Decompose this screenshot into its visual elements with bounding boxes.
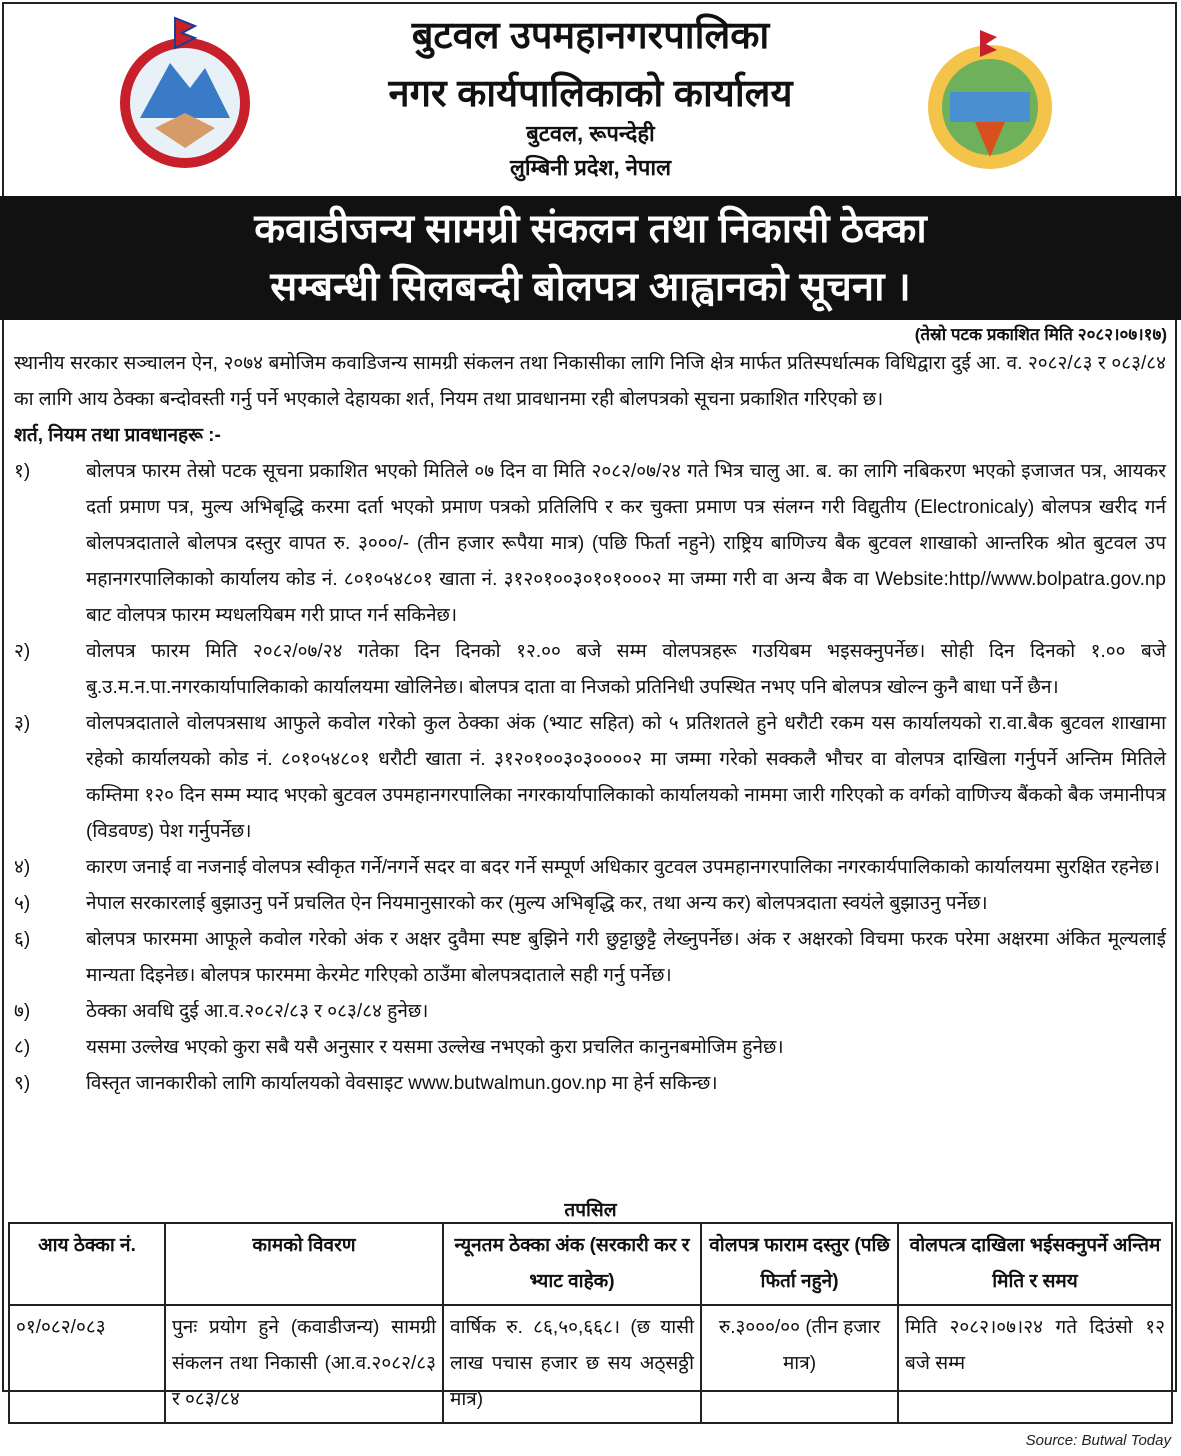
address-line1: बुटवल, रूपन्देही — [526, 121, 655, 146]
condition-number: ६) — [14, 929, 31, 950]
condition-number: ९) — [14, 1073, 31, 1094]
condition-text: नेपाल सरकारलाई बुझाउनु पर्ने प्रचलित ऐन नियमानुसारको कर (मुल्य अभिबृद्धि कर, तथा अन्य कर) बोलपत्रदाता स्वयंले बुझाउनु पर्नेछ। — [86, 893, 988, 914]
condition-number: ३) — [14, 713, 31, 734]
condition-item — [14, 886, 1166, 922]
col-header: कामको विवरण — [165, 1223, 443, 1305]
org-name: बुटवल उपमहानगरपालिका — [411, 15, 770, 57]
condition-item — [14, 850, 1166, 886]
condition-number: ४) — [14, 857, 31, 878]
condition-item — [14, 706, 1166, 850]
conditions-list — [14, 454, 1166, 1102]
condition-number: १) — [14, 461, 31, 482]
details-table — [8, 1222, 1173, 1424]
condition-text: बोलपत्र फारममा आफूले कवोल गरेको अंक र अक्षर दुवैमा स्पष्ट बुझिने गरी छुट्टाछुट्टै लेख्नुपर्नेछ। अंक र अक्षरको विचमा फरक परेमा अक्षरमा अंकित मूल्यलाई मान्यता दिइनेछ। बोलपत्र फारममा केरमेट गरिएको ठाउँमा बोलपत्रदाताले सही गर्नु पर्नेछ। — [86, 929, 1166, 986]
condition-item — [14, 922, 1166, 994]
publication-date: (तेस्रो पटक प्रकाशित मिति २०८२।०७।१७) — [914, 325, 1167, 344]
condition-item — [14, 994, 1166, 1030]
condition-number: ७) — [14, 1001, 31, 1022]
condition-item — [14, 1030, 1166, 1066]
header — [0, 0, 1181, 194]
condition-item — [14, 454, 1166, 634]
condition-number: ८) — [14, 1037, 31, 1058]
table-title: तपसिल — [564, 1200, 617, 1221]
condition-item — [14, 634, 1166, 706]
condition-text: कारण जनाई वा नजनाई वोलपत्र स्वीकृत गर्ने/नगर्ने सदर वा बदर गर्ने सम्पूर्ण अधिकार वुटवल उपमहानगरपालिका नगरकार्यपालिकाको कार्यालयमा सुरक्षित रहनेछ। — [86, 857, 1160, 878]
condition-text: बोलपत्र फारम तेस्रो पटक सूचना प्रकाशित भएको मितिले ०७ दिन वा मिति २०८२/०७/२४ गते भित्र चालु आ. ब. का लागि नबिकरण भएको इजाजत पत्र, आयकर दर्ता प्रमाण पत्र, मुल्य अभिबृद्धि करमा दर्ता भएको प्रमाण पत्रको प्रतिलिपि र कर चुक्ता प्रमाण पत्र संलग्न गरी विद्युतीय (Electronicaly) बोलपत्र खरीद गर्न बोलपत्रदाताले बोलपत्र दस्तुर वापत रु. ३०००/- (तीन हजार रूपैया मात्र) (पछि फिर्ता नहुने) राष्ट्रिय बाणिज्य बैक बुटवल शाखाको आन्तरिक श्रोत बुटवल उप महानगरपालिकाको कार्यालय कोड नं. ८०१०५४८०१ खाता नं. ३१२०१००३०१०१०००२ मा जम्मा गरी वा अन्य बैक वा Website:http//www.bolpatra.gov.np बाट वोलपत्र फारम म्यधलयिबम गरी प्राप्त गर्न सकिनेछ। — [86, 461, 1166, 626]
table-cell: मिति २०८२।०७।२४ गते दिउंसो १२ बजे सम्म — [898, 1305, 1172, 1423]
notice-body — [14, 346, 1166, 1102]
office-name: नगर कार्यपालिकाको कार्यालय — [388, 73, 793, 115]
table-row — [9, 1305, 1172, 1423]
condition-text: वोलपत्रदाताले वोलपत्रसाथ आफुले कवोल गरेको कुल ठेक्का अंक (भ्याट सहित) को ५ प्रतिशतले हुने धरौटी रकम यस कार्यालयको रा.वा.बैक बुटवल शाखामा रहेको कार्यालयको कोड नं. ८०१०५४८०१ धरौटी खाता नं. ३१२०१००३०३००००२ मा जम्मा गरेको सक्कलै भौचर वा वोलपत्र दाखिला गर्नुपर्ने अन्तिम मितिले कम्तिमा १२० दिन सम्म म्याद भएको बुटवल उपमहानगरपालिका नगरकार्यापालिकाको कार्यालयको नाममा जारी गरिएको क वर्गको वाणिज्य बैंकको बैक जमानीपत्र (विडवण्ड) पेश गर्नुपर्नेछ। — [86, 713, 1166, 842]
condition-text: विस्तृत जानकारीको लागि कार्यालयको वेवसाइट www.butwalmun.gov.np मा हेर्न सकिन्छ। — [86, 1073, 718, 1094]
table-cell: वार्षिक रु. ८६,५०,६६८। (छ यासी लाख पचास हजार छ सय अठ्सठ्ठी मात्र) — [443, 1305, 701, 1423]
condition-text: वोलपत्र फारम मिति २०८२/०७/२४ गतेका दिन दिनको १२.०० बजे सम्म वोलपत्रहरू गउयिबम भइसक्नुपर्नेछ। सोही दिन दिनको १.०० बजे बु.उ.म.न.पा.नगरकार्यापालिकाको कार्यालयमा खोलिनेछ। बोलपत्र दाता वा निजको प्रतिनिधी उपस्थित नभए पनि बोलपत्र खोल्न कुनै बाधा पर्ने छैन। — [86, 641, 1166, 698]
condition-number: ५) — [14, 893, 31, 914]
col-header: न्यूनतम ठेक्का अंक (सरकारी कर र भ्याट वाहेक) — [443, 1223, 701, 1305]
source-credit: Source: Butwal Today — [1025, 1432, 1171, 1449]
condition-text: ठेक्का अवधि दुई आ.व.२०८२/८३ र ०८३/८४ हुनेछ। — [86, 1001, 429, 1022]
col-header: वोलपत्र फाराम दस्तुर (पछि फिर्ता नहुने) — [701, 1223, 898, 1305]
address-line2: लुम्बिनी प्रदेश, नेपाल — [509, 155, 672, 180]
table-cell: रु.३०००/०० (तीन हजार मात्र) — [701, 1305, 898, 1423]
table-header-row — [9, 1223, 1172, 1305]
col-header: वोलपत्त्र दाखिला भईसक्नुपर्ने अन्तिम मिति र समय — [898, 1223, 1172, 1305]
col-header: आय ठेक्का नं. — [9, 1223, 165, 1305]
title-line2: सम्बन्धी सिलबन्दी बोलपत्र आह्वानको सूचना । — [270, 265, 911, 309]
condition-item — [14, 1066, 1166, 1102]
table-cell: ०१/०८२/०८३ — [9, 1305, 165, 1423]
notice-title-banner — [0, 196, 1181, 320]
title-line1: कवाडीजन्य सामग्री संकलन तथा निकासी ठेक्का — [254, 207, 927, 251]
table-cell: पुनः प्रयोग हुने (कवाडीजन्य) सामग्री संकलन तथा निकासी (आ.व.२०८२/८३ र ०८३/८४ — [165, 1305, 443, 1423]
intro-paragraph: स्थानीय सरकार सञ्चालन ऐन, २०७४ बमोजिम कवाडिजन्य सामग्री संकलन तथा निकासीका लागि निजि क्षेत्र मार्फत प्रतिस्पर्धात्मक विधिद्वारा दुई आ. व. २०८२/८३ र ०८३/८४ का लागि आय ठेक्का बन्दोवस्ती गर्नु पर्ने भएकाले देहायका शर्त, नियम तथा प्रावधानमा रही बोलपत्रको सूचना प्रकाशित गरिएको छ। — [14, 353, 1166, 410]
conditions-heading: शर्त, नियम तथा प्रावधानहरू :- — [14, 425, 221, 446]
condition-number: २) — [14, 641, 31, 662]
condition-text: यसमा उल्लेख भएको कुरा सबै यसै अनुसार र यसमा उल्लेख नभएको कुरा प्रचलित कानुनबमोजिम हुनेछ। — [86, 1037, 784, 1058]
